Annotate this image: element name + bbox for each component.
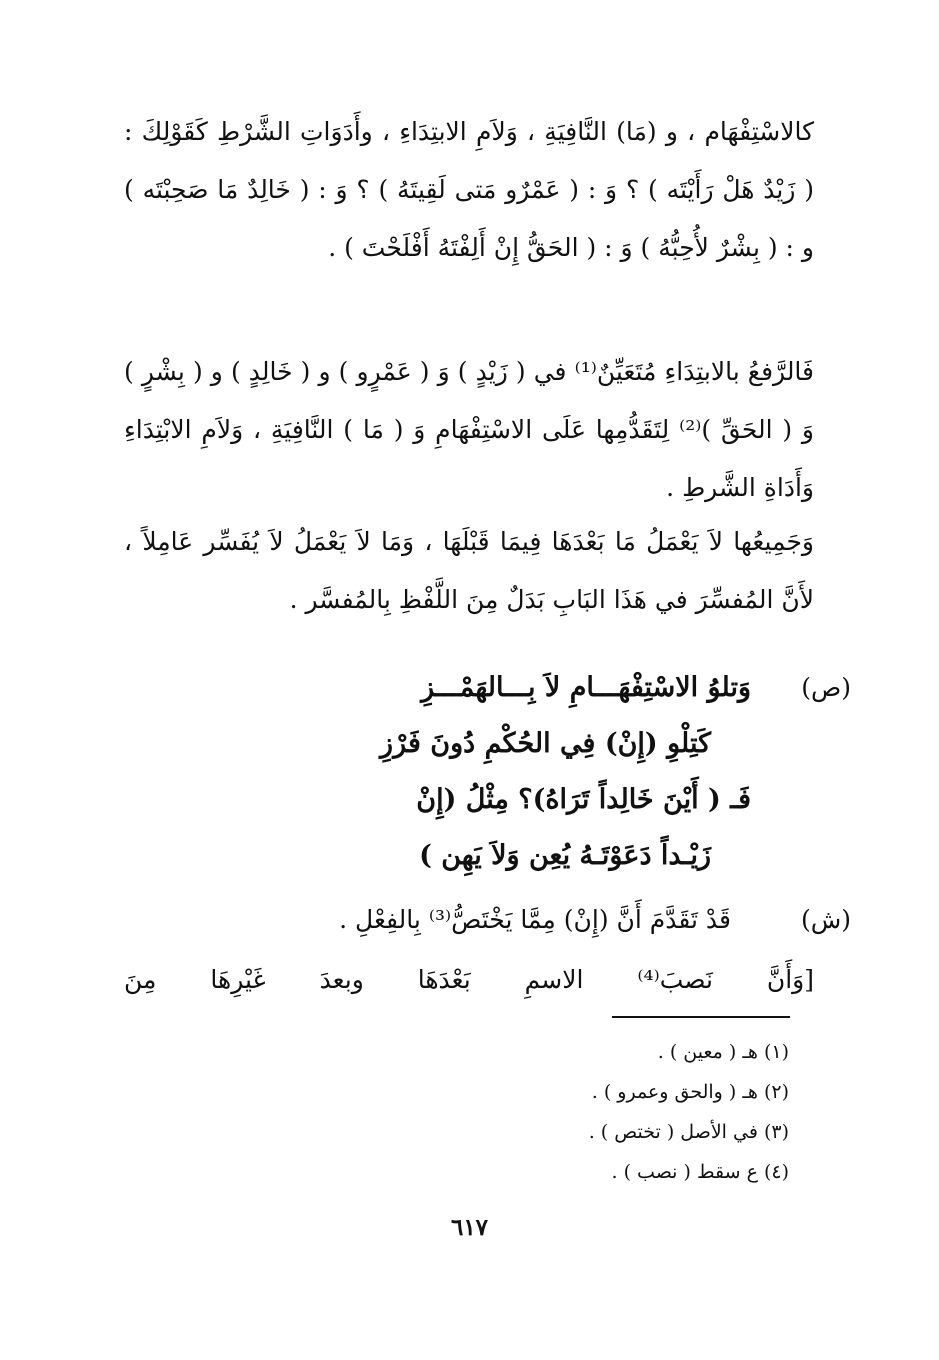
page-number: ٦١٧: [450, 1214, 489, 1241]
commentary-line-2: [وَأَنَّ نَصبَ⁽⁴⁾ الاسمِ بَعْدَهَا وبعدَ غَيْرِهَا مِنَ: [124, 965, 815, 994]
verse-line: وَتلوُ الاسْتِفْهَـــامِ لاَ بِـــالهَمْـــزِ: [421, 672, 751, 703]
verse-line: كَتِلْوِ (إِنْ) فِي الحُكْمِ دُونَ فَرْزِ: [380, 728, 711, 759]
paragraph-3: وَجَمِيعُها لاَ يَعْمَلُ مَا بَعْدَهَا فِيمَا قَبْلَهَا ، وَمَا لاَ يَعْمَلُ لاَ يُفَسِّر عَامِلاً ، لأَنَّ المُفسِّرَ في هَذَا البَابِ بَدَلٌ مِنَ اللَّفْظِ بِالمُفسَّر .: [124, 527, 814, 614]
verse-line: زَيْـداً دَعَوْتَـهُ يُعِن وَلاَ يَهِن ): [419, 840, 711, 871]
commentary-line-1: قَدْ تَقَدَّمَ أَنَّ (إِنْ) مِمَّا يَخْتَصُّ⁽³⁾ بِالفِعْلِ .: [339, 905, 731, 934]
footnote-item: (٤) ع سقط ( نصب ) .: [611, 1161, 789, 1183]
commentary-marker: (ش): [800, 905, 851, 934]
verse-line: فَـ ( أَيْنَ خَالِداً تَرَاهُ)؟ مِثْلُ (إِنْ: [416, 784, 751, 815]
footnote-item: (٢) هـ ( والحق وعمرو ) .: [591, 1081, 789, 1103]
footnote-item: (١) هـ ( معين ) .: [657, 1041, 789, 1063]
footnote-divider: [612, 1016, 790, 1018]
footnotes: [369, 1032, 789, 1192]
verse-marker: (ص): [801, 673, 851, 702]
paragraph-2: فَالرَّفعُ بالابتِدَاءِ مُتَعَيِّنٌ⁽¹⁾ في ( زَيْدٍ ) وَ ( عَمْرٍو ) و ( خَالِدٍ ) و ( بِشْرٍ ) وَ ( الحَقِّ )⁽²⁾ لِتَقَدُّمِها عَلَى الاسْتِفْهَامِ وَ ( مَا ) النَّافِيَةِ ، وَلاَمِ الابْتِدَاءِ وَأَدَاةِ الشَّرطِ .: [124, 357, 814, 502]
paragraph-1: كالاسْتِفْهَام ، و (مَا) النَّافِيَةِ ، وَلاَمِ الابتِدَاءِ ، وأَدَوَاتِ الشَّرْطِ كَقَوْلِكَ : ( زَيْدٌ هَلْ رَأَيْتَه ) ؟ وَ : ( عَمْرٌو مَتى لَقِيتَهُ ) ؟ وَ : ( خَالِدٌ مَا صَحِبْتَه ) و : ( بِشْرٌ لأُحِبُّهُ ) وَ : ( الحَقُّ إِنْ أَلِفْتَهُ أَفْلَحْتَ ) .: [124, 117, 814, 262]
footnote-item: (٣) في الأصل ( تختص ) .: [588, 1121, 789, 1143]
